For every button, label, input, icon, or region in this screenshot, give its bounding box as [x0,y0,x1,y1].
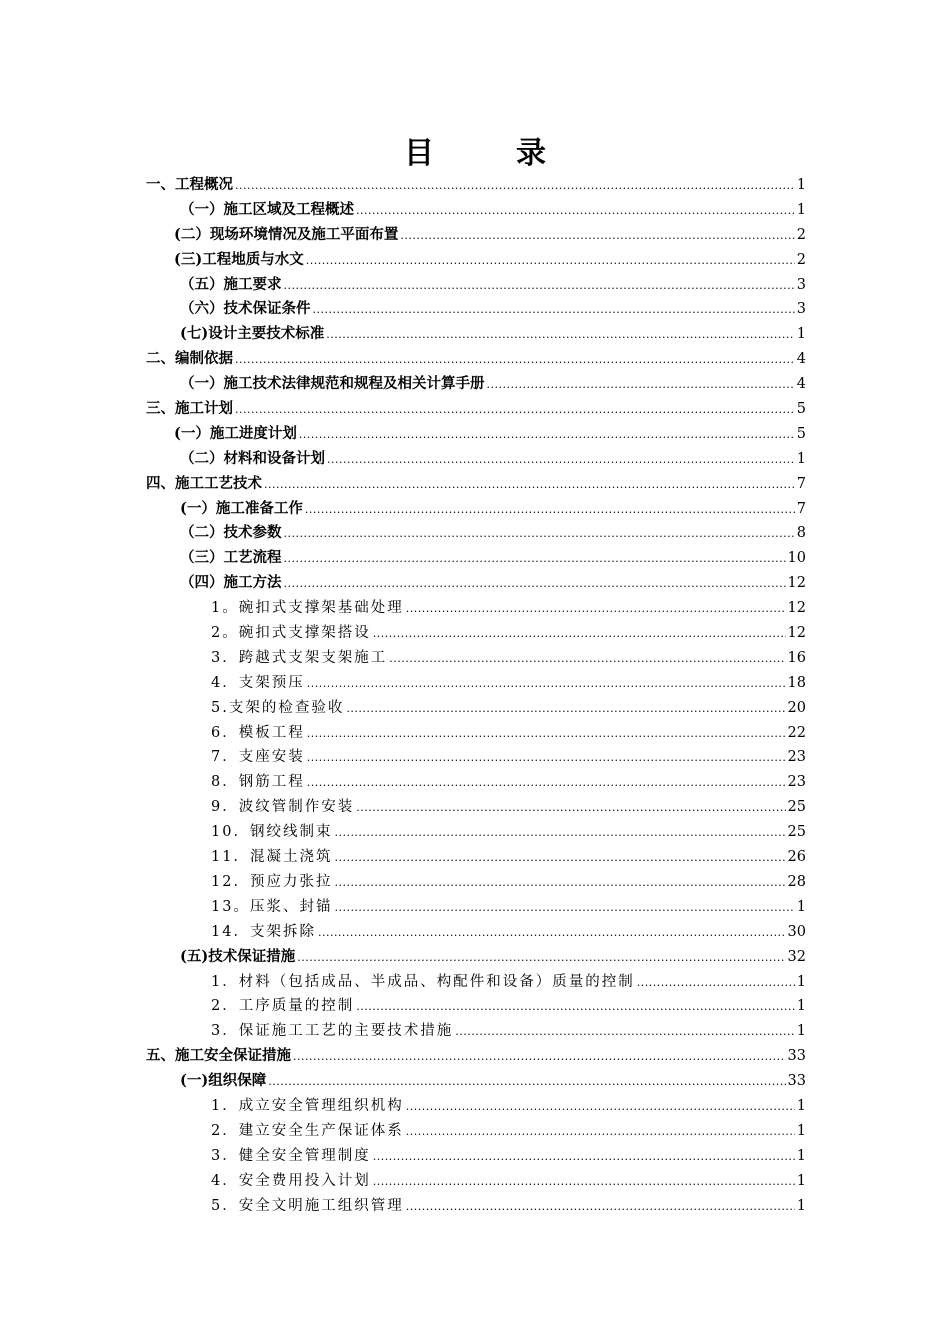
toc-entry-page-number: 32 [787,948,806,965]
toc-entry-page-number: 7 [796,475,806,492]
dot-leader [326,323,795,348]
dot-leader [307,672,786,697]
toc-entry-title: 3．保证施工工艺的主要技术措施 [211,1023,454,1040]
toc-entry-page-number: 23 [787,749,806,766]
toc-entry-page-number: 1 [796,1097,806,1114]
toc-entry[interactable] [0,696,806,721]
toc-entry[interactable] [0,845,806,870]
dot-leader [334,846,785,871]
dot-leader [284,572,786,597]
toc-entry-page-number: 23 [787,774,806,791]
toc-entry[interactable] [0,1044,806,1069]
toc-entry[interactable] [0,596,806,621]
toc-entry-title: (一）施工进度计划 [174,424,297,442]
toc-entry-page-number: 16 [787,649,806,666]
toc-entry-title: 5．安全文明施工组织管理 [211,1197,404,1214]
toc-entry[interactable] [0,1094,806,1119]
toc-entry-title: (七)设计主要技术标准 [180,325,325,343]
toc-entry[interactable] [0,671,806,696]
toc-entry-page-number: 2 [796,226,806,243]
toc-entry[interactable] [0,820,806,845]
toc-entry[interactable] [0,770,806,795]
toc-entry-page-number: 8 [796,525,806,542]
toc-entry-title: 9．波纹管制作安装 [211,799,355,816]
toc-entry-title: （三）工艺流程 [180,549,282,567]
toc-entry-page-number: 1 [796,1023,806,1040]
toc-entry[interactable] [0,721,806,746]
toc-entry[interactable] [0,173,806,198]
toc-entry[interactable] [0,994,806,1019]
toc-entry-page-number: 33 [787,1073,806,1090]
toc-entry-title: (二）现场环境情况及施工平面布置 [174,225,399,243]
dot-leader [406,1120,795,1145]
toc-entry-page-number: 10 [787,550,806,567]
toc-entry-title: 1。碗扣式支撑架基础处理 [211,600,404,617]
toc-entry[interactable] [0,1119,806,1144]
dot-leader [235,174,795,199]
dot-leader [406,1095,795,1120]
toc-entry-page-number: 1 [796,1197,806,1214]
toc-entry[interactable] [0,1169,806,1194]
toc-entry[interactable] [0,945,806,970]
dot-leader [637,971,795,996]
toc-entry-page-number: 12 [787,600,806,617]
toc-entry-title: 四、施工工艺技术 [146,474,262,492]
dot-leader [334,896,794,921]
toc-entry[interactable] [0,322,806,347]
toc-entry-title: 一、工程概况 [146,176,233,193]
toc-entry-title: 10．钢绞线制束 [211,824,333,841]
toc-entry[interactable] [0,795,806,820]
toc-entry[interactable] [0,521,806,546]
toc-entry-page-number: 30 [787,923,806,940]
toc-entry[interactable] [0,920,806,945]
toc-entry[interactable] [0,870,806,895]
toc-entry-page-number: 25 [787,824,806,841]
dot-leader [297,946,785,971]
toc-entry-title: 12．预应力张拉 [211,873,333,890]
toc-entry[interactable] [0,447,806,472]
dot-leader [284,274,795,299]
dot-leader [264,473,795,498]
dot-leader [299,423,795,448]
dot-leader [284,522,795,547]
toc-entry-page-number: 1 [796,177,806,193]
toc-entry[interactable] [0,546,806,571]
dot-leader [305,498,795,523]
toc-entry-page-number: 1 [796,1122,806,1139]
toc-entry[interactable] [0,1194,806,1219]
toc-entry[interactable] [0,273,806,298]
dot-leader [406,1195,795,1220]
toc-entry-title: 1．成立安全管理组织机构 [211,1097,404,1114]
toc-entry[interactable] [0,1069,806,1094]
toc-entry-title: 二、编制依据 [146,350,233,368]
toc-entry-page-number: 3 [796,301,806,318]
toc-entry-page-number: 3 [796,276,806,293]
dot-leader [307,771,786,796]
dot-leader [455,1020,795,1045]
toc-entry[interactable] [0,745,806,770]
toc-entry-title: 13。压浆、封锚 [211,898,333,915]
toc-entry-title: (五)技术保证措施 [180,947,296,965]
dot-leader [373,622,786,647]
toc-entry-page-number: 18 [787,674,806,691]
toc-entry[interactable] [0,497,806,522]
dot-leader [406,597,786,622]
dot-leader [284,547,786,572]
toc-entry-page-number: 33 [787,1048,806,1065]
toc-entry[interactable] [0,571,806,596]
dot-leader [293,1045,786,1070]
toc-entry-title: 11．混凝土浇筑 [211,849,333,866]
toc-entry-title: 2．工序质量的控制 [211,998,355,1015]
toc-entry-page-number: 12 [787,625,806,642]
toc-entry[interactable] [0,895,806,920]
toc-entry[interactable] [0,347,806,372]
toc-entry-title: （五）施工要求 [180,275,282,293]
dot-leader [307,746,786,771]
toc-entry[interactable] [0,1019,806,1044]
toc-entry[interactable] [0,472,806,497]
toc-entry-page-number: 1 [796,450,806,467]
dot-leader [373,1170,795,1195]
toc-entry-title: 7．支座安装 [211,749,305,766]
toc-entry-title: 五、施工安全保证措施 [146,1047,291,1065]
toc-entry-page-number: 20 [787,699,806,716]
toc-entry[interactable] [0,248,806,273]
toc-entry-page-number: 12 [787,575,806,592]
toc-entry-page-number: 1 [796,326,806,343]
toc-entry-page-number: 1 [796,998,806,1015]
toc-entry[interactable] [0,646,806,671]
dot-leader [306,249,795,274]
toc-entry-title: （一）施工区域及工程概述 [180,200,354,218]
dot-leader [313,298,795,323]
toc-entry-page-number: 5 [796,401,806,418]
toc-entry-title: 5.支架的检查验收 [211,699,345,716]
toc-entry-title: (一）施工准备工作 [180,499,303,517]
toc-entry-page-number: 1 [796,898,806,915]
toc-entry-title: 1．材料（包括成品、半成品、构配件和设备）质量的控制 [211,973,635,990]
toc-entry-title: (一)组织保障 [180,1072,267,1090]
toc-entry[interactable] [0,372,806,397]
toc-entry-title: 三、施工计划 [146,400,233,418]
toc-entry-page-number: 28 [787,873,806,890]
toc-entry-title: (三)工程地质与水文 [174,250,304,268]
toc-entry-page-number: 1 [796,973,806,990]
toc-entry-page-number: 5 [796,425,806,442]
dot-leader [235,348,795,373]
toc-entry[interactable] [0,1144,806,1169]
toc-entry-title: 3．跨越式支架支架施工 [211,649,388,666]
dot-leader [373,1145,795,1170]
toc-entry-page-number: 4 [796,376,806,393]
dot-leader [356,796,785,821]
toc-entry-page-number: 1 [796,1172,806,1189]
toc-entry[interactable] [0,621,806,646]
toc-entry-title: （二）技术参数 [180,524,282,542]
table-of-contents [0,173,950,1218]
page-title: 目 录 [404,136,572,171]
dot-leader [318,921,786,946]
dot-leader [487,373,795,398]
toc-entry-title: （二）材料和设备计划 [180,449,325,467]
toc-entry-page-number: 4 [796,351,806,368]
dot-leader [356,199,795,224]
dot-leader [334,871,785,896]
toc-entry-page-number: 26 [787,849,806,866]
toc-entry-page-number: 25 [787,799,806,816]
toc-entry-page-number: 22 [787,724,806,741]
dot-leader [346,697,785,722]
toc-entry-page-number: 1 [796,201,806,218]
toc-entry[interactable] [0,223,806,248]
toc-entry-title: 3．健全安全管理制度 [211,1147,371,1164]
toc-entry-title: 8．钢筋工程 [211,774,305,791]
toc-entry[interactable] [0,970,806,995]
toc-entry-page-number: 1 [796,1147,806,1164]
toc-entry[interactable] [0,297,806,322]
toc-entry[interactable] [0,422,806,447]
toc-entry-title: 4．支架预压 [211,674,305,691]
dot-leader [268,1070,785,1095]
dot-leader [307,722,786,747]
toc-entry-title: （六）技术保证条件 [180,300,311,318]
toc-entry-page-number: 7 [796,500,806,517]
dot-leader [327,448,795,473]
toc-entry[interactable] [0,397,806,422]
toc-entry-title: 4．安全费用投入计划 [211,1172,371,1189]
dot-leader [334,821,785,846]
dot-leader [400,224,794,249]
dot-leader [389,647,785,672]
toc-entry-title: 2。碗扣式支撑架搭设 [211,625,371,642]
toc-entry[interactable] [0,198,806,223]
toc-entry-title: （四）施工方法 [180,574,282,592]
toc-entry-title: 14．支架拆除 [211,923,316,940]
dot-leader [356,995,795,1020]
dot-leader [235,398,795,423]
toc-entry-title: 2．建立安全生产保证体系 [211,1122,404,1139]
toc-entry-title: 6．模板工程 [211,724,305,741]
toc-entry-title: （一）施工技术法律规范和规程及相关计算手册 [180,375,485,393]
toc-entry-page-number: 2 [796,251,806,268]
